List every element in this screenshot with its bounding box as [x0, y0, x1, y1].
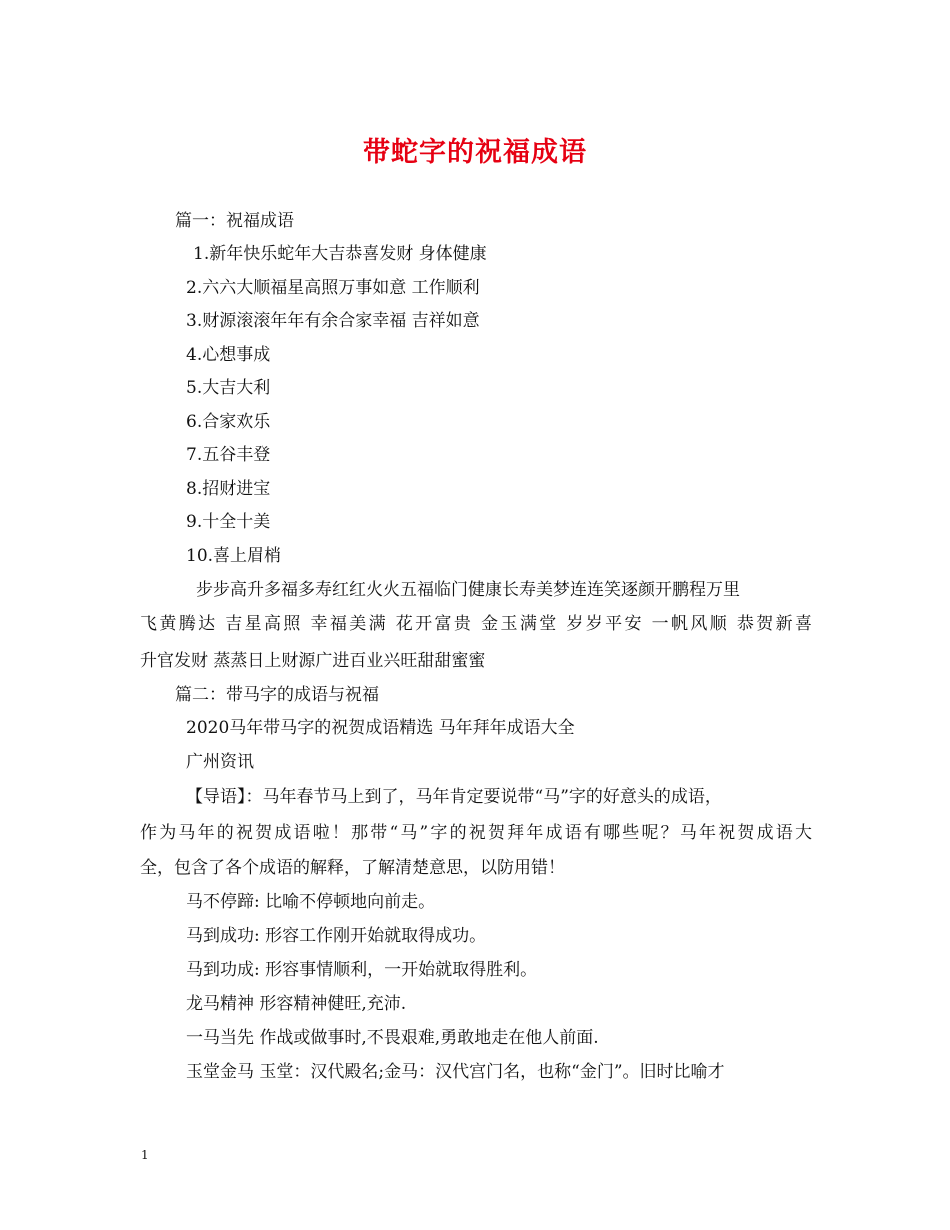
paragraph-line: 【导语】：马年春节马上到了，马年肯定要说带“马”字的好意头的成语，: [186, 787, 722, 807]
paragraph-line: 升官发财 蒸蒸日上财源广进百业兴旺甜甜蜜蜜: [140, 651, 486, 671]
section-heading-1: 篇一：祝福成语: [175, 211, 294, 231]
paragraph-line: 广州资讯: [186, 752, 254, 772]
paragraph-line: 马到成功: 形容工作刚开始就取得成功。: [186, 926, 487, 946]
paragraph-line: 步步高升多福多寿红红火火五福临门健康长寿美梦连连笑逐颜开鹏程万里: [196, 580, 740, 600]
paragraph-line: 一马当先 作战或做事时,不畏艰难,勇敢地走在他人前面.: [186, 1028, 599, 1048]
paragraph-line: 作为马年的祝贺成语啦！那带“马”字的祝贺拜年成语有哪些呢？马年祝贺成语大: [140, 823, 812, 843]
list-item: 6.合家欢乐: [186, 412, 271, 432]
paragraph-line: 玉堂金马 玉堂：汉代殿名;金马：汉代宫门名，也称“金门”。旧时比喻才: [186, 1062, 725, 1082]
paragraph-line: 2020马年带马字的祝贺成语精选 马年拜年成语大全: [186, 718, 575, 738]
paragraph-line: 龙马精神 形容精神健旺,充沛.: [186, 994, 407, 1014]
list-item: 4.心想事成: [186, 345, 271, 365]
list-item: 9.十全十美: [186, 512, 271, 532]
paragraph-line: 飞黄腾达 吉星高照 幸福美满 花开富贵 金玉满堂 岁岁平安 一帆风顺 恭贺新喜: [140, 614, 812, 634]
list-item: 5.大吉大利: [186, 378, 271, 398]
section-heading-2: 篇二：带马字的成语与祝福: [175, 685, 379, 705]
paragraph-line: 马不停蹄: 比喻不停顿地向前走。: [186, 892, 436, 912]
list-item: 2.六六大顺福星高照万事如意 工作顺利: [186, 278, 480, 298]
list-item: 10.喜上眉梢: [186, 546, 282, 566]
page-number: 1: [141, 1148, 149, 1162]
document-title: 带蛇字的祝福成语: [363, 137, 587, 168]
list-item: 8.招财进宝: [186, 479, 271, 499]
paragraph-line: 全，包含了各个成语的解释，了解清楚意思，以防用错！: [140, 858, 565, 878]
paragraph-line: 马到功成: 形容事情顺利，一开始就取得胜利。: [186, 960, 538, 980]
list-item: 3.财源滚滚年年有余合家幸福 吉祥如意: [186, 311, 480, 331]
list-item: 1.新年快乐蛇年大吉恭喜发财 身体健康: [193, 244, 487, 264]
list-item: 7.五谷丰登: [186, 445, 271, 465]
